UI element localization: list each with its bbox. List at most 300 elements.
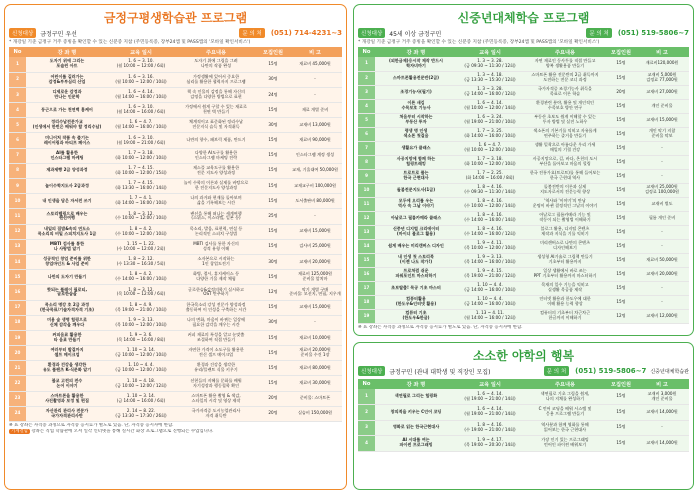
- course-schedule: 1. 8 ~ 2. 12. (수 13:30 ~ 16:30 / 5회): [108, 254, 174, 269]
- course-name: 성공적인 창업 준비를 위한 창업마인드 & 사업 준비: [26, 254, 108, 269]
- remarks: 교재비 13,000원: [288, 118, 342, 133]
- course-schedule: 1. 7 ~ 2. 25. (화 14:00 ~ 16:00 / 8회): [457, 169, 523, 183]
- table-row: [9, 179, 342, 194]
- remarks: 교재비 25,000원 검정료 100,000원: [635, 183, 689, 197]
- target-value: 45세 이상 금정구민: [389, 30, 442, 38]
- course-name: 쉽게 배우는 미리캔버스 디자인: [375, 239, 457, 253]
- row-number: 16: [9, 285, 26, 300]
- row-number: 19: [9, 330, 26, 345]
- remarks: -: [635, 169, 689, 183]
- course-schedule: 1. 10 ~ 3. 14. (금 14:00 ~ 16:00 / 6회): [108, 391, 174, 406]
- remarks: 재료비 10,000원: [288, 330, 342, 345]
- course-content: 환경관련 분야, 활용 및 개인적인 수목보호 방안 연구: [523, 99, 607, 113]
- phone-extra: 신중년대체학습관: [650, 368, 689, 375]
- course-content: 랜선을 통해 떠나는 세계여행 (스위스, 이스라엘, 일본 등): [174, 209, 258, 224]
- course-schedule: 1. 10 ~ 4. 18. (금 10:00 ~ 12:00 / 12회): [108, 376, 174, 391]
- capacity: 20명: [258, 391, 288, 406]
- row-number: 1: [358, 389, 375, 405]
- left-footnote-2: [9, 429, 342, 435]
- target-label: 신청대상: [9, 28, 36, 38]
- course-schedule: 1. 3 ~ 4. 18. (금 13:30 ~ 15:30 / 12회): [457, 71, 523, 85]
- capacity: 15명: [607, 253, 635, 267]
- capacity: 12명: [607, 309, 635, 323]
- left-course-table: [9, 47, 342, 422]
- course-schedule: 1. 6 ~ 3. 24. (월 19:00 ~ 21:00 / 10회): [457, 113, 523, 127]
- course-name: 아날로그 필름카메라 클래스: [375, 211, 457, 225]
- table-row: [358, 183, 689, 197]
- remarks: 재료비 125,000원 준비물 앞치마: [288, 270, 342, 285]
- course-schedule: 1. 8 ~ 4. 2. (수 10:00 ~ 12:00 / 10회): [108, 224, 174, 239]
- course-name: 나만의 도자기 만들기: [26, 270, 108, 285]
- table-body: [358, 389, 689, 451]
- course-schedule: 1. 8 ~ 4. 2. (수 14:00 ~ 16:00 / 10회): [108, 270, 174, 285]
- course-name: 프로처럼 쉬운 파워포인트 마스터하기: [375, 267, 457, 281]
- course-content: 화병, 접시, 휴지케이스 등 다양한 기물 제작 체험: [174, 270, 258, 285]
- column-header-course-name: 강 좌 명: [375, 47, 457, 57]
- table-row: [358, 295, 689, 309]
- capacity: 15명: [607, 420, 635, 436]
- capacity: 15명: [258, 57, 288, 72]
- phone-number: (051) 519-5806~7: [575, 367, 647, 375]
- right-top-footnote: ※ 표 강좌는 자격증 과정으로 자격증 응시료가 별도로 있음. 단, 자격증 응시자에 한함.: [358, 324, 523, 330]
- course-content: 커피 재료의 특성을 알고 눈맞춤 조절하여 직접 만들기: [174, 330, 258, 345]
- course-schedule: 1. 7 ~ 4. 1. (화 14:00 ~ 16:00 / 10회): [108, 194, 174, 209]
- column-header-course-content: 주요내용: [523, 379, 607, 389]
- course-content: 책 속 인물의 감정을 통해 자신의 감정을 다양한 방법으로 표현: [174, 87, 258, 102]
- column-header-row-number: No: [358, 379, 375, 389]
- phone-label: 문 의 처: [586, 28, 611, 38]
- row-number: 10: [358, 183, 375, 197]
- course-schedule: 1. 6 ~ 4. 7. (월 10:00 ~ 12:00 / 10회): [457, 141, 523, 155]
- residency-note: * 개강일 기준 금정구 거주 증빙을 확인할 수 있는 신분증 지참 (주민등록증, 장부24앱 및 PASS앱의 '모바일 확인서비스'): [358, 40, 600, 45]
- course-schedule: 1. 7 ~ 4. 15. (화 13:30 ~ 16:00 / 14회): [108, 179, 174, 194]
- remarks: 교재비 15,000원: [288, 300, 342, 315]
- course-content: 블로그 활용, 디지털 콘텐츠 제작과 지식을 기를 익히기: [523, 225, 607, 239]
- remarks: -: [635, 420, 689, 436]
- row-number: 7: [9, 148, 26, 163]
- course-name: 생활요가 클래스: [375, 141, 457, 155]
- course-content: 나의 과거와 현재를 돌아보며 삶을 기록해보는 시간: [174, 194, 258, 209]
- capacity: 15명: [258, 300, 288, 315]
- course-content: 역사분과 함께 영화를 통해 읽어보는 한국 근현대사: [523, 420, 607, 436]
- course-content: 다양한 AI도구를 활용한 인스타그램 마케팅 전략: [174, 148, 258, 163]
- course-name: 이론 새김 수목보호 기능사: [375, 99, 457, 113]
- left-panel-title: 금정구평생학습관 프로그램: [103, 11, 248, 25]
- course-name: 목소리 명강 호 2급 과정 (한국목표/기술자격자격 기초): [26, 300, 108, 315]
- remarks: 재료비 50,000원: [635, 253, 689, 267]
- column-header-course-schedule: 교육 일시: [457, 47, 523, 57]
- column-header-course-schedule: 교육 일시: [108, 47, 174, 57]
- column-header-course-content: 주요내용: [174, 47, 258, 57]
- table-row: [358, 405, 689, 421]
- remarks: 교재교구비 100,000원: [288, 179, 342, 194]
- course-name: 처음부터 시작하는 부동산 투자: [375, 113, 457, 127]
- course-name: 영화로 읽는 한국근현대사: [375, 420, 457, 436]
- table-row: [358, 253, 689, 267]
- course-schedule: 1. 10 ~ 4. 4. (금 14:00 ~ 16:00 / 10회): [457, 281, 523, 295]
- capacity: 15명: [607, 113, 635, 127]
- course-name: 미용 숲 생명 힐링으로 신체 감각을 깨우다: [26, 315, 108, 330]
- course-name: 디제로운 감정과 만나는 인문학: [26, 87, 108, 102]
- course-schedule: 1. 9 ~ 3. 13. (목 14:00 ~ 16:00 / 10회): [457, 253, 523, 267]
- table-row: [9, 406, 342, 421]
- column-header-course-schedule: 교육 일시: [457, 379, 523, 389]
- row-number: 14: [358, 239, 375, 253]
- remarks: 재료비 45,000원: [288, 57, 342, 72]
- course-name: 내 인생 첫 스토리북 (이젠 나도 작가!): [375, 253, 457, 267]
- capacity: 15명: [258, 224, 288, 239]
- table-row: [9, 103, 342, 118]
- remarks: 실습비 150,000원: [288, 406, 342, 421]
- capacity: 15명: [607, 141, 635, 155]
- row-number: 2: [9, 72, 26, 87]
- capacity: 12명: [258, 285, 288, 300]
- course-name: 여러부터 발걸까지 셀프 메이크업: [26, 346, 108, 361]
- row-number: 16: [358, 267, 375, 281]
- capacity: 15명: [607, 436, 635, 452]
- right-top-title: 신중년대체학습 프로그램: [457, 11, 590, 25]
- course-content: 사공지망으로, 길, 바다, 온천의 도시 부산을 돌아보고 마음의 힐링: [523, 155, 607, 169]
- row-number: 12: [9, 224, 26, 239]
- footnote-tag: 기계결합: [11, 429, 28, 434]
- target-value: 금정구민 (관내 대학생 및 직장인 모집): [389, 368, 491, 376]
- remarks: 재료비 90,000원: [288, 133, 342, 148]
- capacity: 15명: [258, 179, 288, 194]
- course-content: 국가자격증 조경기능사 취득을 목표로 이론 학습: [523, 85, 607, 99]
- right-top-info-row: [358, 27, 689, 39]
- capacity: 20명: [258, 406, 288, 421]
- course-name: 트로트로 풀는 한국 근현대사: [375, 169, 457, 183]
- course-name: 신중년 디지털 크리에이터 (마이너 블로그 활용): [375, 225, 457, 239]
- remarks: 재료 개별 준비: [288, 103, 342, 118]
- course-content: 미리캔버스로 나만의 콘텐츠 디자인해보기: [523, 239, 607, 253]
- course-content: C 언어 코딩을 배워 시스템 및 응용 프로그램 만들기: [523, 405, 607, 421]
- course-name: 정리수납전문가교 (인생에서 한번은 배워야 할 정리수납): [26, 118, 108, 133]
- remarks: 준비물: 스마트폰: [288, 391, 342, 406]
- left-footnote-1: ※ 표 강좌는 자격증 과정으로 자격증 응시료가 별도로 있음. 단, 자격증 응시자에 한함.: [9, 423, 174, 428]
- capacity: 15명: [258, 103, 288, 118]
- course-schedule: 1. 6 ~ 3. 10. (월 10:00 ~ 12:00 / 6회): [108, 57, 174, 72]
- course-content: 스마트폰 활용 촬영 & 색감, 스타일의 시각 및 영상 제작: [174, 391, 258, 406]
- course-name: 사공지망에 함께 하는 힐링트레킹: [375, 155, 457, 169]
- course-schedule: 1. 9 ~ 4. 17. (목 19:00 ~ 20:30 / 14회): [457, 436, 523, 452]
- course-schedule: 1. 6 ~ 4. 14. (월 19:00 ~ 21:00 / 14회): [457, 389, 523, 405]
- table-row: [9, 72, 342, 87]
- course-name: 컴퓨터활용 (한도우&인터넷 활용): [375, 295, 457, 309]
- table-row: [9, 346, 342, 361]
- remarks: 재료비 80,000원: [288, 361, 342, 376]
- course-content: 목소리, 발음, 표현력, 연설 등 논리적인 스피치 구성법: [174, 224, 258, 239]
- remarks: -: [635, 155, 689, 169]
- course-content: 컴퓨터의 기초부터 차근차근 한글까지 이해하기: [523, 309, 607, 323]
- row-number: 4: [358, 436, 375, 452]
- course-name: 핫되는 플레이 필로티, 글로한습을: [26, 285, 108, 300]
- course-content: 목재의 일수 기능을 익히고 실생활 목공품 제작: [523, 281, 607, 295]
- table-row: [9, 209, 342, 224]
- row-number: 22: [9, 376, 26, 391]
- course-schedule: 1. 6 ~ 4. 14. (월 10:00 ~ 12:00 / 14회): [457, 99, 523, 113]
- row-number: 8: [358, 155, 375, 169]
- row-number: 5: [9, 118, 26, 133]
- column-header-remarks: 비 고: [288, 47, 342, 57]
- footnote-text: 강좌는 직업 학습관에 오셔 일각 인터넷을 통해 실시간 화상 프로그램으로 진행되는 수업입니다.: [31, 429, 214, 434]
- remarks: 인스타그램 계정 생성: [288, 148, 342, 163]
- capacity: 15명: [258, 346, 288, 361]
- row-number: 17: [358, 281, 375, 295]
- course-content: 환경과 건강을 생각한 유리/플랜트 식물 키우기: [174, 361, 258, 376]
- course-schedule: 1. 8 ~ 4. 16. (수 19:00 ~ 21:00 / 14회): [457, 420, 523, 436]
- target-label: 신청대상: [358, 28, 385, 38]
- course-content: 부동산 초보도 쉽게 이해할 수 있는 투자 방법 및 실전 노하우: [523, 113, 607, 127]
- remarks: 도서출판비 80,000원: [288, 194, 342, 209]
- course-name: 모두에 오리를 우는 역사 속 그날 이야기: [375, 197, 457, 211]
- course-schedule: 1. 9 ~ 3. 13. (목 10:00 ~ 12:00 / 10회): [108, 315, 174, 330]
- course-schedule: 1. 6 ~ 4. 14. (월 14:00 ~ 16:00 / 10회): [108, 87, 174, 102]
- capacity: 15명: [607, 57, 635, 71]
- course-schedule: 1. 8 ~ 4. 16. (수 09:30 ~ 11:30 / 14회): [457, 183, 523, 197]
- remarks: 재료비 20,000원 준비물 수건 1장: [288, 346, 342, 361]
- table-row: [9, 57, 342, 72]
- course-name: 환경과 건강을 생각한 유도 플랜츠 K-식문화 알기: [26, 361, 108, 376]
- capacity: 15명: [258, 194, 288, 209]
- course-name: 색연필로 그리는 힐링화: [375, 389, 457, 405]
- course-name: 미니어처 작품 속 즐기는 레이어링과 바티프 페이스: [26, 133, 108, 148]
- table-row: [9, 285, 342, 300]
- course-schedule: 1. 7 ~ 4. 15. (화 10:00 ~ 12:00 / 15회): [108, 163, 174, 178]
- course-schedule: 1. 6 ~ 3. 10. (월 14:00 ~ 16:00 / 6회): [108, 103, 174, 118]
- capacity: 15명: [607, 281, 635, 295]
- row-number: 3: [9, 87, 26, 102]
- row-number: 8: [9, 163, 26, 178]
- row-number: 11: [9, 209, 26, 224]
- course-name: 내일의 집밥&속의 연도소 목소리의 비밀 스피치지도사 1급: [26, 224, 108, 239]
- phone-number: (051) 714-4231~3: [270, 29, 342, 37]
- row-number: 17: [9, 300, 26, 315]
- course-name: 제과제빵 2급 양성과정: [26, 163, 108, 178]
- capacity: 20명: [607, 85, 635, 99]
- table-row: [9, 330, 342, 345]
- course-schedule: 2. 14 ~ 8. 22. (금 13:30 ~ 17:30 / 26회): [108, 406, 174, 421]
- remarks: -: [288, 87, 342, 102]
- row-number: 6: [358, 127, 375, 141]
- course-name: 자산관리 관리사 전문가 국가자격관리사반: [26, 406, 108, 421]
- capacity: 15명: [607, 389, 635, 405]
- table-row: [9, 163, 342, 178]
- course-name: 내 인생을 담은 자서전 쓰기: [26, 194, 108, 209]
- course-name: 평생 명 인생 색소폰 첫걸음: [375, 127, 457, 141]
- capacity: 30명: [258, 118, 288, 133]
- course-content: 색연필로 기초 그림을 쉽게, 나의 지채를 완성하기: [523, 389, 607, 405]
- table-row: [9, 224, 342, 239]
- capacity: 15명: [607, 405, 635, 421]
- table-row: [358, 113, 689, 127]
- row-number: 20: [9, 346, 26, 361]
- course-name: 도자기 위에 그리는 포슬린 아트: [26, 57, 108, 72]
- row-number: 9: [358, 169, 375, 183]
- course-content: 가정생활에 있어서 중요한 심리를 활용한 협력자지 프로그램: [174, 72, 258, 87]
- row-number: 3: [358, 420, 375, 436]
- table-row: [9, 239, 342, 254]
- row-number: 1: [9, 57, 26, 72]
- course-content: 놀이 수학의 이론과 실제를 바탕으로 한 전문지도사 양성과정: [174, 179, 258, 194]
- table-body: [9, 57, 342, 422]
- row-number: 10: [9, 194, 26, 209]
- course-schedule: 1. 15 ~ 1. 22. (수 10:00 ~ 12:00 / 2회): [108, 239, 174, 254]
- course-content: 국가자격증 도시농업관리사 자격 취득반: [174, 406, 258, 421]
- course-schedule: 1. 8 ~ 4. 16. (수 14:00 ~ 16:00 / 14회): [457, 211, 523, 225]
- remarks: -: [635, 141, 689, 155]
- course-content: 도자기 위에 그림을 그려 나만의 작품 완성: [174, 57, 258, 72]
- course-name: 스토리텔링으로 배우는 랜선여행: [26, 209, 108, 224]
- course-content: 소자본으로 시작하는 1인 창업도전기: [174, 254, 258, 269]
- left-panel: [4, 4, 347, 490]
- course-content: '역사와 '이야기'의 만남 운명이 바뀐 결정적인 그날의 이야기: [523, 197, 607, 211]
- course-content: 한국 전통가요(트로트)를 통해 들어보는 한국 근현대 역사: [523, 169, 607, 183]
- remarks: 교재비 20,000원: [635, 267, 689, 281]
- remarks: -: [635, 225, 689, 239]
- table-row: [9, 315, 342, 330]
- capacity: 30명: [258, 315, 288, 330]
- capacity: 15명: [607, 155, 635, 169]
- course-content: 자연한 가격이 소도구를 활용한 전신 셀프 메이크업: [174, 346, 258, 361]
- row-number: 13: [9, 239, 26, 254]
- remarks: -: [288, 315, 342, 330]
- column-header-capacity: 모집인원: [258, 47, 288, 57]
- course-schedule: 1. 6 ~ 4. 7. (월 14:00 ~ 16:00 / 10회): [108, 118, 174, 133]
- course-schedule: 1. 8 ~ 3. 12. (수 10:00 ~ 12:00 / 10회): [108, 209, 174, 224]
- remarks: 교재비 12,000원: [635, 309, 689, 323]
- course-schedule: 1. 8 ~ 4. 16. (수 10:00 ~ 12:00 / 14회): [457, 197, 523, 211]
- remarks: 교재비 15,000원: [288, 224, 342, 239]
- table-header-row: [358, 47, 689, 57]
- column-header-capacity: 모집인원: [607, 379, 635, 389]
- course-schedule: 1. 10 ~ 4. 4. (금 14:00 ~ 16:00 / 10회): [457, 295, 523, 309]
- column-header-remarks: 비 고: [635, 379, 689, 389]
- table-row: [9, 254, 342, 269]
- row-number: 12: [358, 211, 375, 225]
- course-schedule: 1. 9 ~ 4. 15. (목 19:00 ~ 21:00 / 12회): [457, 267, 523, 281]
- capacity: 15명: [607, 183, 635, 197]
- remarks: 교재, 기울대여 50,000원: [288, 163, 342, 178]
- remarks: 필름 개인 준비: [635, 211, 689, 225]
- course-name: 조경기능사(필기): [375, 85, 457, 99]
- course-schedule: 1. 13 ~ 4. 11. (월 14:00 ~ 16:00 / 12회): [457, 309, 523, 323]
- capacity: 15명: [258, 361, 288, 376]
- remarks: 재료비120,000원: [635, 57, 689, 71]
- course-schedule: 1. 3 ~ 3. 28. (금 09:30 ~ 11:30 / 12회): [457, 57, 523, 71]
- course-name: (외한금제)응시작 제작 반드시 학자녀마기: [375, 57, 457, 71]
- course-content: 색소폰의 기본기를 익히고 자유롭게 연주하는 즐거움 만들기: [523, 127, 607, 141]
- right-bottom-info-row: [358, 365, 689, 377]
- course-schedule: 1. 6 ~ 3. 10. (월 19:00 ~ 21:00 / 6회): [108, 133, 174, 148]
- capacity: 25명: [258, 209, 288, 224]
- remarks: 교재비 별도: [635, 197, 689, 211]
- table-row: [358, 420, 689, 436]
- course-content: 스마트폰 활용 전문반의 2급 취득까지 도전하는 전문 코너 과정: [523, 71, 607, 85]
- course-content: 한국목소리 강성 전문가 양성과정 출동하여 이 인성을 구축하는 시간: [174, 300, 258, 315]
- course-name: AI 시대를 여는 파이썬 프로그래밍: [375, 436, 457, 452]
- row-number: 18: [358, 295, 375, 309]
- table-row: [358, 309, 689, 323]
- course-name: MBTI 검사를 통한 나 사랑법 알기: [26, 239, 108, 254]
- capacity: 15명: [258, 270, 288, 285]
- remarks: 개인 준비물: [635, 99, 689, 113]
- course-schedule: 1. 6 ~ 4. 14. (월 19:00 ~ 21:00 / 14회): [457, 405, 523, 421]
- course-schedule: 1. 8 ~ 4. 16. (수 14:00 ~ 16:00 / 12회): [457, 225, 523, 239]
- course-content: 가장 인기 있는 프로그래밍 언어인 파이썬 배워보기: [523, 436, 607, 452]
- column-header-remarks: 비 고: [635, 47, 689, 57]
- capacity: 15명: [607, 169, 635, 183]
- capacity: 15명: [607, 71, 635, 85]
- course-schedule: 1. 7 ~ 3. 18. (화 10:00 ~ 12:00 / 10회): [457, 155, 523, 169]
- course-name: 커피음료 활용한 타 음료 만들기: [26, 330, 108, 345]
- row-number: 14: [9, 254, 26, 269]
- phone-label: 문 의 처: [544, 366, 569, 376]
- course-name: 둥근으로 가는 천연벽 홈케어: [26, 103, 108, 118]
- row-number: 4: [9, 103, 26, 118]
- column-header-row-number: No: [358, 47, 375, 57]
- capacity: 15명: [258, 376, 288, 391]
- course-content: 가정에서 쉽게 구할 수 있는 재료로 천연 벽 만들기: [174, 103, 258, 118]
- column-header-row-number: No: [9, 47, 26, 57]
- row-number: 23: [9, 391, 26, 406]
- table-row: [9, 391, 342, 406]
- capacity: 15명: [607, 211, 635, 225]
- course-name: 어린이를 길러가는 감정&부부심리 산업: [26, 72, 108, 87]
- course-name: AI를 활용한 인스타그램 마케팅: [26, 148, 108, 163]
- capacity: 15명: [258, 239, 288, 254]
- remarks: 재료비 30,000원: [288, 376, 342, 391]
- table-row: [9, 361, 342, 376]
- table-header-row: [9, 47, 342, 57]
- course-content: 나의 변화, 마음이 바뀌는 일상에 필요한 감각을 깨우는 시간: [174, 315, 258, 330]
- course-content: MBTI 검사를 통한 자신의 성격 유형 이해: [174, 239, 258, 254]
- table-row: [9, 194, 342, 209]
- table-row: [358, 99, 689, 113]
- remarks: 교재비 14,000원: [635, 405, 689, 421]
- table-row: [9, 87, 342, 102]
- table-row: [358, 211, 689, 225]
- table-header-row: [358, 379, 689, 389]
- row-number: 4: [358, 99, 375, 113]
- capacity: 15명: [607, 267, 635, 281]
- course-name: 놀이수학지도사 2급과정: [26, 179, 108, 194]
- remarks: 교재비 5,000원 검정료 77,000원: [635, 71, 689, 85]
- table-row: [358, 197, 689, 211]
- target-label: 신청대상: [358, 366, 385, 376]
- course-name: 초보탈출! 목공 기초 마스터: [375, 281, 457, 295]
- right-bottom-panel: [353, 342, 694, 490]
- right-top-course-table: [358, 47, 689, 324]
- table-row: [358, 85, 689, 99]
- table-row: [358, 71, 689, 85]
- target-value: 금정구민 우선: [40, 30, 77, 38]
- course-name: 불교 고전의 전수 논어 이야기: [26, 376, 108, 391]
- row-number: 2: [358, 405, 375, 421]
- remarks: 교재비 14,000원: [635, 436, 689, 452]
- row-number: 24: [9, 406, 26, 421]
- right-bottom-title: 소소한 야학의 행복: [472, 349, 575, 363]
- capacity: 15명: [607, 295, 635, 309]
- capacity: 15명: [258, 330, 288, 345]
- row-number: 21: [9, 361, 26, 376]
- remarks: -: [635, 239, 689, 253]
- course-schedule: 1. 6 ~ 3. 16. (월 10:00 ~ 12:00 / 10회): [108, 72, 174, 87]
- course-name: 컴퓨터 기초 (한도우&한글): [375, 309, 457, 323]
- course-content: 일상 생활에서 바로 쓰는 PPT 기초부터 활용까지 마스터하기: [523, 267, 607, 281]
- right-top-panel: [353, 4, 694, 336]
- course-content: 글로한습&감정의학기 실시하고 OST 반주하기: [174, 285, 258, 300]
